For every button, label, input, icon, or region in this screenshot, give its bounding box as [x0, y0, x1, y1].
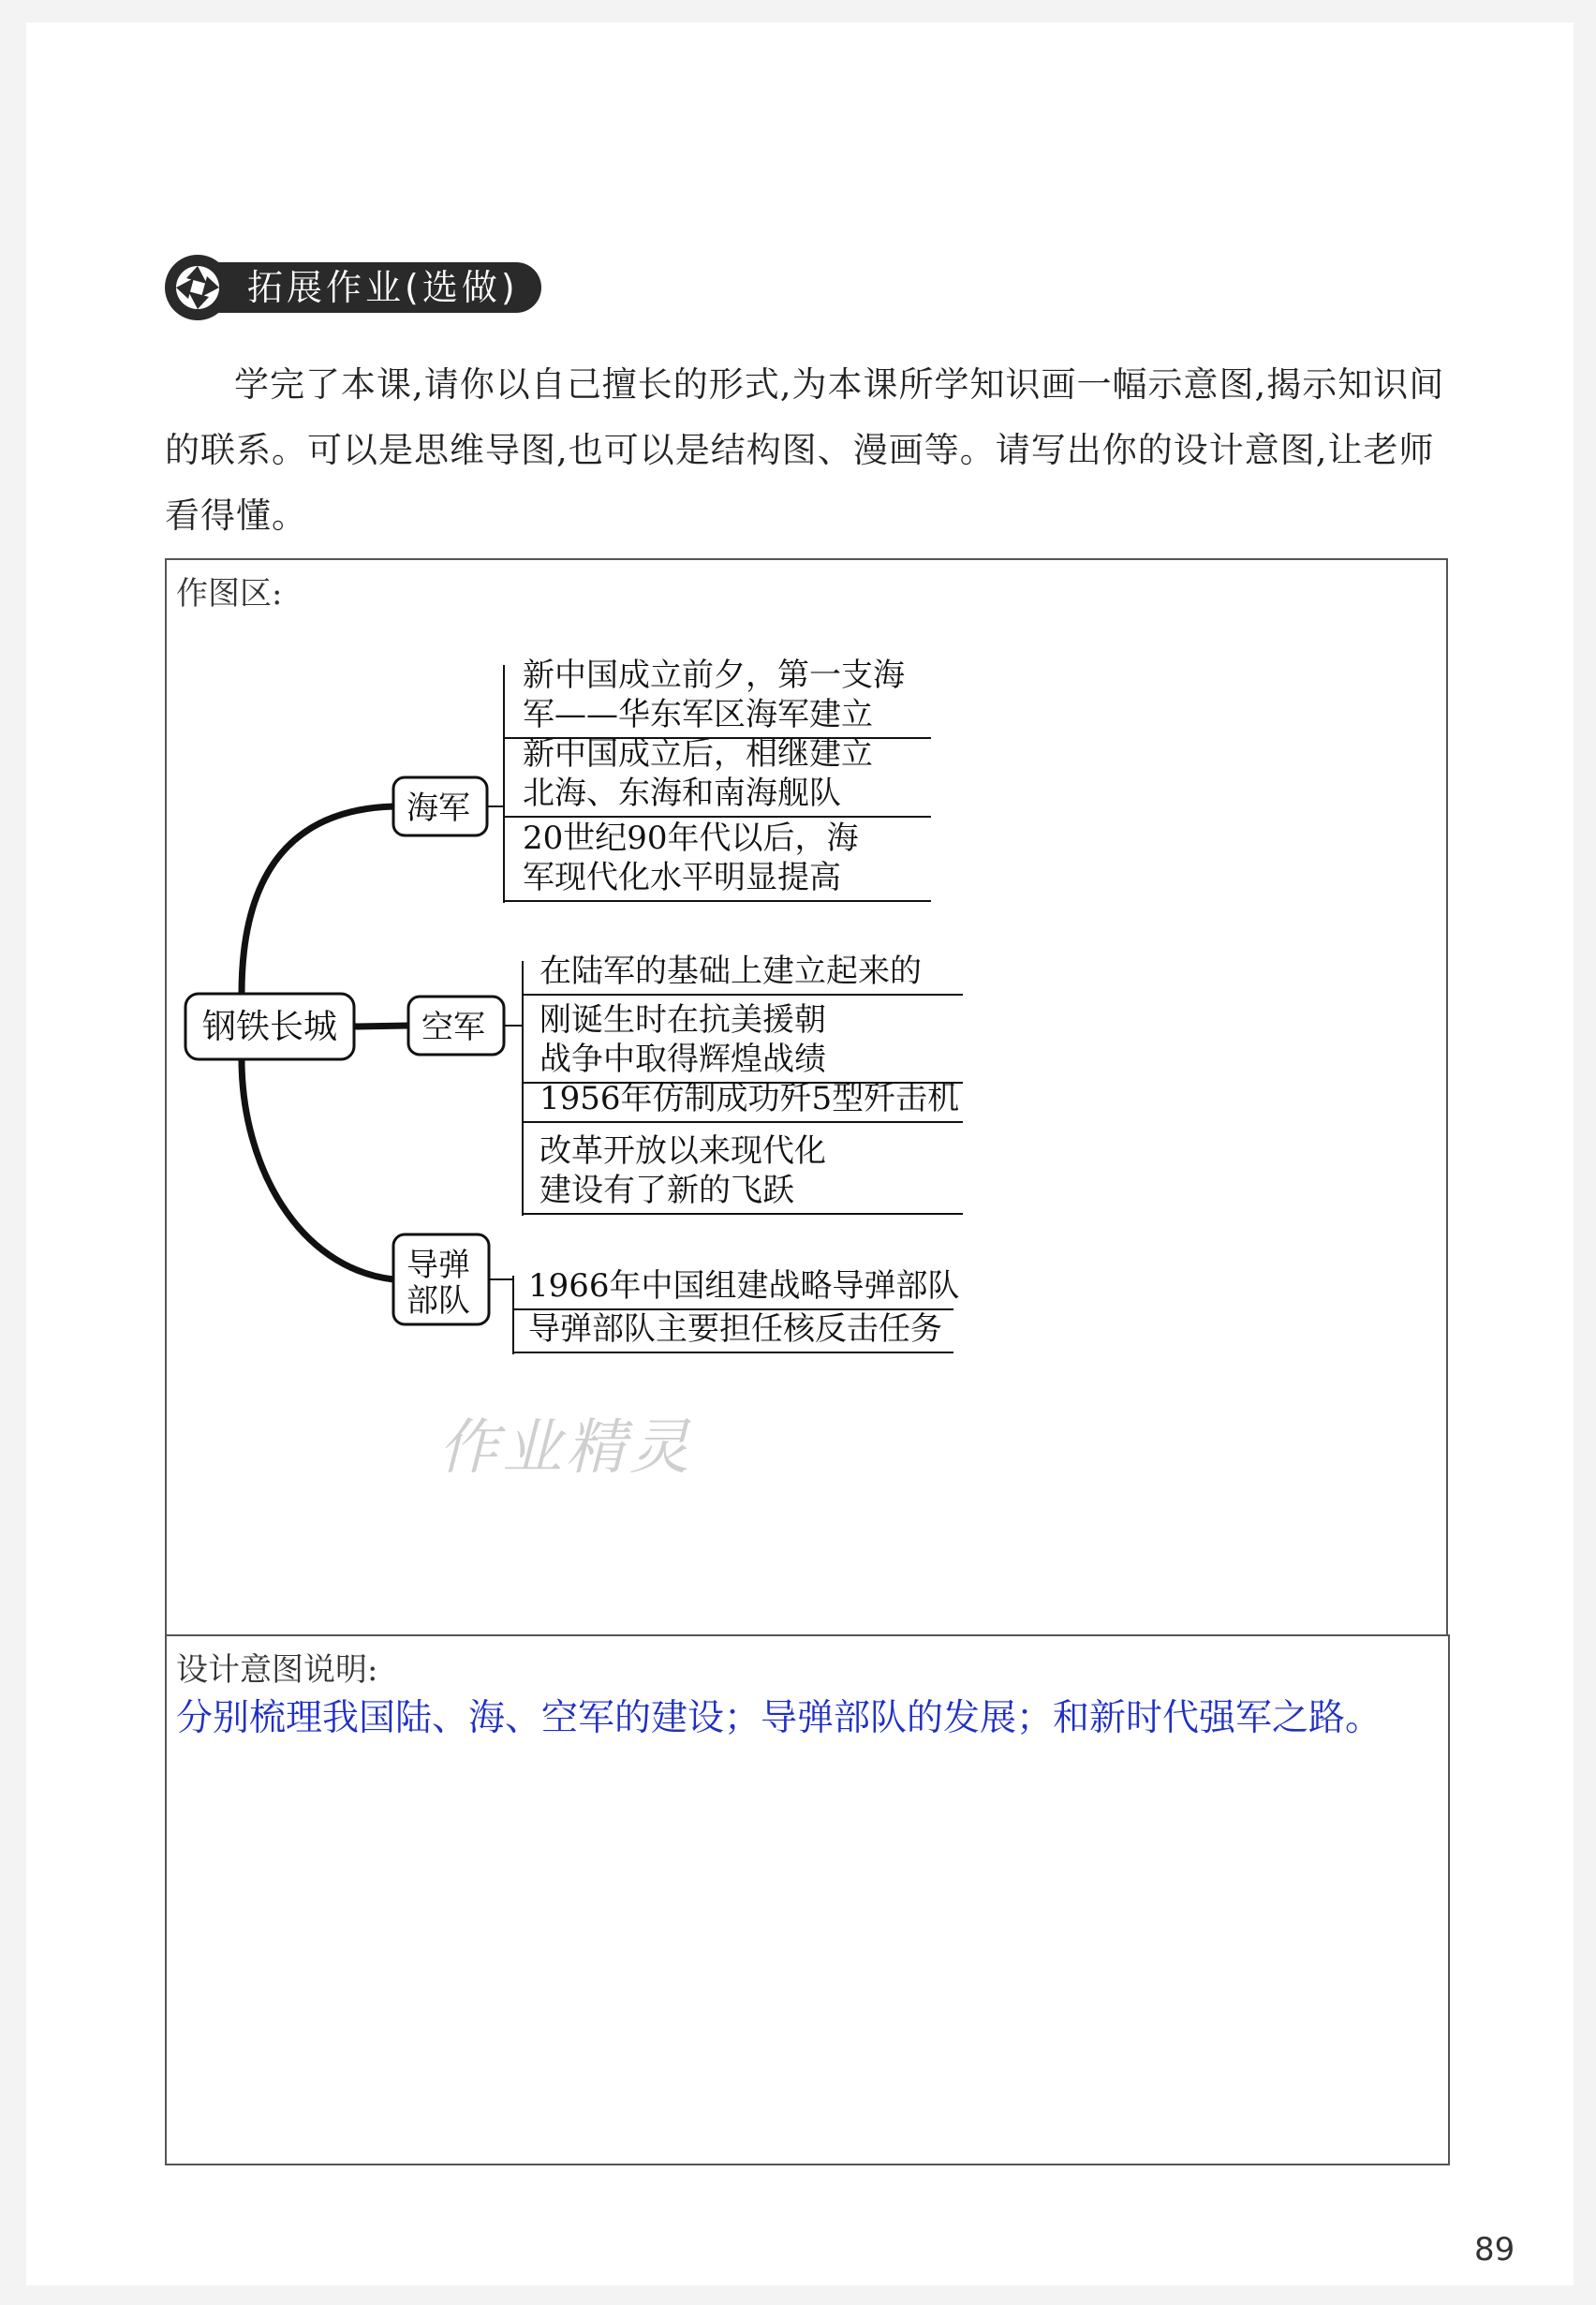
mindmap-branch-label: 海军 — [406, 790, 470, 827]
intro-text: 学完了本课,请你以自己擅长的形式,为本课所学知识画一幅示意图,揭示知识间的联系。可以是思维导图,也可以是结构图、漫画等。请写出你的设计意图,让老师看得懂。 — [165, 364, 1445, 536]
drawing-area-label: 作图区: — [176, 575, 283, 613]
mindmap-item-text: 军现代化水平明显提高 — [523, 859, 841, 896]
mindmap-item-text: 20世纪90年代以后，海 — [523, 820, 859, 857]
design-intent-label: 设计意图说明: — [176, 1651, 378, 1689]
page-number: 89 — [1474, 2231, 1515, 2268]
mindmap-item-text: 新中国成立前夕，第一支海 — [523, 657, 905, 694]
mindmap-connector-airforce — [354, 1026, 408, 1027]
mindmap-item-text: 北海、东海和南海舰队 — [523, 775, 841, 812]
mindmap-branch-label: 部队 — [406, 1282, 470, 1320]
mindmap-item-text: 军——华东军区海军建立 — [523, 696, 873, 733]
design-intent-area — [165, 1634, 1450, 2165]
mindmap-root-label: 钢铁长城 — [202, 1008, 338, 1046]
mindmap-item-text: 改革开放以来现代化 — [539, 1132, 826, 1170]
page — [26, 22, 1574, 2285]
mindmap-connector-navy — [242, 806, 393, 994]
mindmap-branch-label: 导弹 — [406, 1247, 470, 1284]
mindmap-item-text: 建设有了新的飞跃 — [539, 1172, 794, 1209]
mindmap-item-text: 导弹部队主要担任核反击任务 — [528, 1310, 942, 1348]
mindmap-item-text: 1956年仿制成功歼5型歼击机 — [539, 1080, 960, 1117]
mindmap-item-text: 刚诞生时在抗美援朝 — [539, 1001, 826, 1039]
mindmap-item-text: 在陆军的基础上建立起来的 — [539, 953, 922, 990]
mindmap-connector-missile — [242, 1059, 393, 1279]
section-title: 拓展作业(选做) — [214, 262, 541, 313]
mindmap-item-text: 战争中取得辉煌战绩 — [539, 1041, 826, 1078]
mindmap-item-text: 新中国成立后，相继建立 — [523, 735, 873, 773]
design-intent-answer: 分别梳理我国陆、海、空军的建设；导弹部队的发展；和新时代强军之路。 — [176, 1697, 1382, 1739]
mindmap-item-text: 1966年中国组建战略导弹部队 — [528, 1267, 960, 1305]
watermark: 作业精灵 — [438, 1413, 693, 1483]
mindmap-branch-label: 空军 — [421, 1009, 485, 1046]
